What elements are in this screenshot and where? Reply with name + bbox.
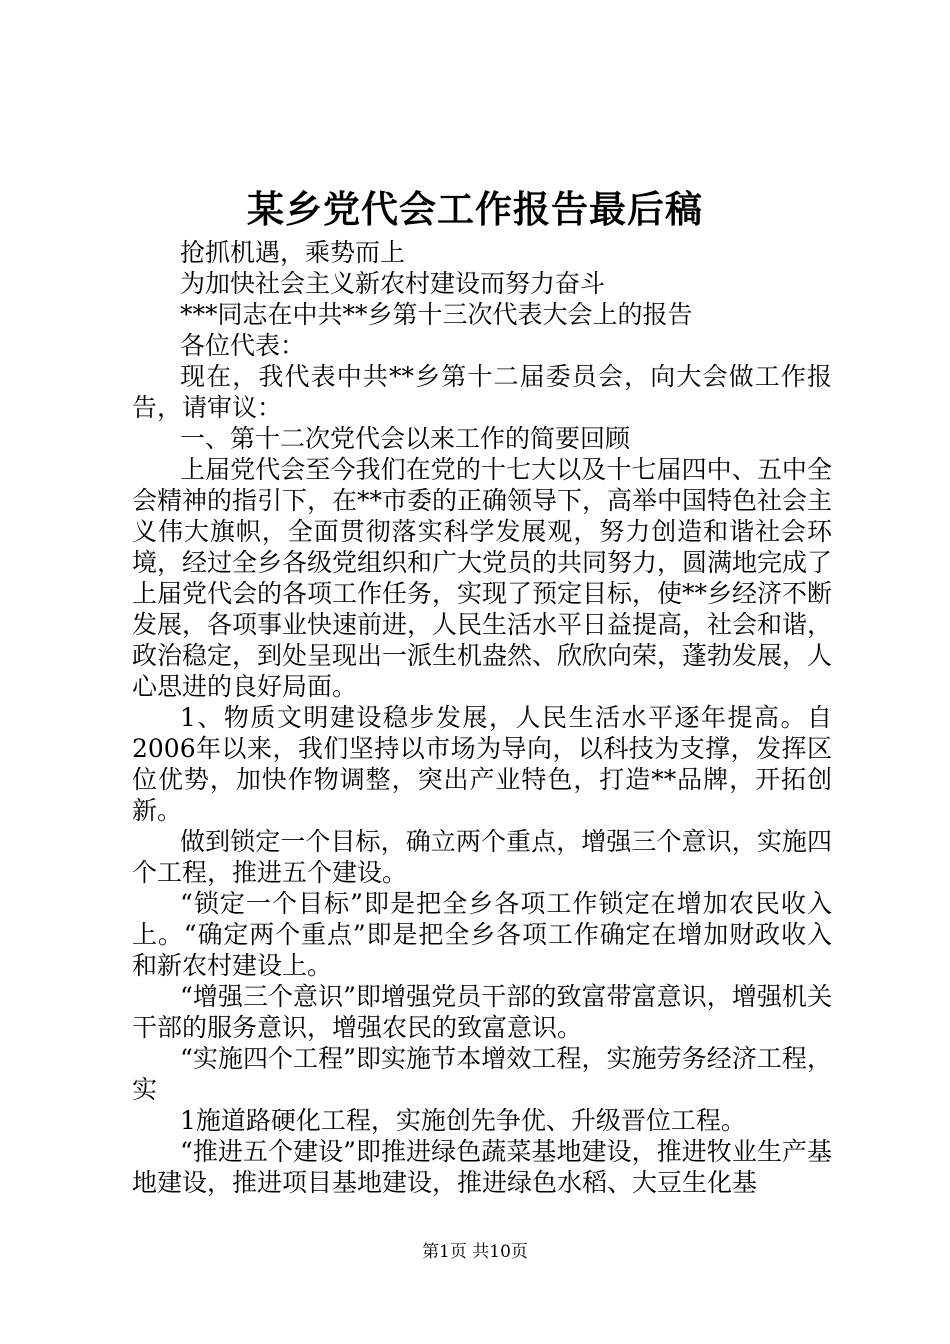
paragraph: 上届党代会至今我们在党的十七大以及十七届四中、五中全会精神的指引下，在**市委的正确领导下，高举中国特色社会主义伟大旗帜，全面贯彻落实科学发展观，努力创造和谐社会环境，经过全乡各级党组织和广大党员的共同努力，圆满地完成了上届党代会的各项工作任务，实现了预定目标，使**乡经济不断发展，各项事业快速前进，人民生活水平日益提高，社会和谐，政治稳定，到处呈现出一派生机盎然、欣欣向荣，蓬勃发展，人心思进的良好局面。: [132, 455, 833, 701]
paragraph: “增强三个意识”即增强党员干部的致富带富意识，增强机关干部的服务意识，增强农民的致富意识。: [132, 982, 832, 1042]
salutation: 各位代表：: [180, 331, 306, 360]
paragraph: 1、物质文明建设稳步发展，人民生活水平逐年提高。自2006年以来，我们坚持以市场为导向，以科技为支撑，发挥区位优势，加快作物调整，突出产业特色，打造**品牌，开拓创新。: [132, 703, 832, 825]
section-heading: 一、第十二次党代会以来工作的简要回顾: [180, 424, 631, 453]
paragraph: 现在，我代表中共**乡第十二届委员会，向大会做工作报告，请审议：: [132, 362, 832, 422]
subtitle-line: 抢抓机遇，乘势而上: [180, 238, 406, 267]
document-title: 某乡党代会工作报告最后稿: [247, 187, 703, 231]
report-byline: ***同志在中共**乡第十三次代表大会上的报告: [180, 300, 693, 329]
paragraph: “推进五个建设”即推进绿色蔬菜基地建设，推进牧业生产基地建设，推进项目基地建设，推进绿色水稻、大豆生化基: [132, 1137, 832, 1197]
paragraph: 做到锁定一个目标，确立两个重点，增强三个意识，实施四个工程，推进五个建设。: [132, 827, 832, 887]
subtitle-line: 为加快社会主义新农村建设而努力奋斗: [180, 269, 606, 298]
page-footer: 第1页 共10页: [422, 1242, 528, 1262]
paragraph: “锁定一个目标”即是把全乡各项工作锁定在增加农民收入上。“确定两个重点”即是把全乡各项工作确定在增加财政收入和新农村建设上。: [132, 889, 832, 980]
paragraph: 1施道路硬化工程，实施创先争优、升级晋位工程。: [180, 1106, 746, 1135]
document-body: [132, 237, 832, 1198]
paragraph: “实施四个工程”即实施节本增效工程，实施劳务经济工程，实: [132, 1044, 832, 1104]
